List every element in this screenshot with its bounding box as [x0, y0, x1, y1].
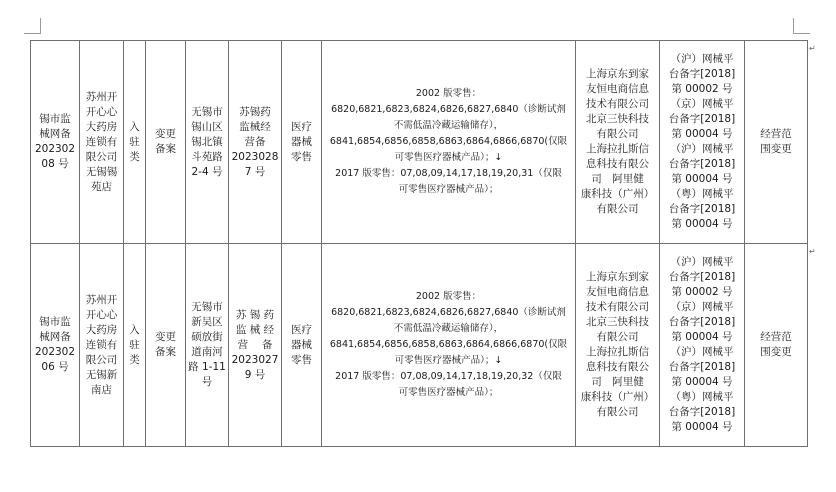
business-category-cell[interactable]: 医疗 器械 零售: [282, 244, 322, 447]
record-number-cell[interactable]: 锡市监 械网备 202302 08 号: [31, 41, 80, 244]
crop-mark-top-right-vertical: [793, 18, 794, 34]
change-type-cell[interactable]: 变更 备案: [146, 244, 186, 447]
platform-names-cell[interactable]: 上海京东到家 友恒电商信息 技术有限公司 北京三快科技 有限公司 上海拉扎斯信 息科技有限公 司 阿里健 康科技（广州） 有限公司: [576, 244, 660, 447]
remark-cell[interactable]: 经营范 围变更: [745, 244, 808, 447]
platform-records-cell[interactable]: （沪）网械平 台备字[2018] 第 00002 号 （京）网械平 台备字[2018] 第 00004 号 （沪）网械平 台备字[2018] 第 00004 号 （粤）网械平 台备字[2018] 第 00004 号: [660, 244, 745, 447]
address-cell[interactable]: 无锡市 新吴区 硕放街 道南河 路 1-11 号: [186, 244, 229, 447]
address-cell[interactable]: 无锡市 锡山区 锡北镇 斗苑路 2-4 号: [186, 41, 229, 244]
record-number-cell[interactable]: 锡市监 械网备 202302 06 号: [31, 244, 80, 447]
row-end-paragraph-mark: ↵: [809, 44, 816, 53]
company-name-cell[interactable]: 苏州开 开心心 大药房 连锁有 限公司 无锡新 南店: [80, 244, 124, 447]
crop-mark-top-left-vertical: [40, 18, 41, 34]
company-name-cell[interactable]: 苏州开 开心心 大药房 连锁有 限公司 无锡锡 苑店: [80, 41, 124, 244]
registration-table: [30, 40, 808, 447]
platform-names-cell[interactable]: 上海京东到家 友恒电商信息 技术有限公司 北京三快科技 有限公司 上海拉扎斯信 息科技有限公 司 阿里健 康科技（广州） 有限公司: [576, 41, 660, 244]
type-cell[interactable]: 入 驻 类: [124, 41, 146, 244]
change-type-cell[interactable]: 变更 备案: [146, 41, 186, 244]
row-end-paragraph-mark: ↵: [809, 247, 816, 256]
crop-mark-top-left-horizontal: [24, 33, 40, 34]
business-scope-cell[interactable]: 2002 版零售： 6820,6821,6823,6824,6826,6827,6840（诊断试剂 不需低温冷藏运输储存）， 6841,6854,6856,6858,6863,6864,6866,6870(仅限 可零售医疗器械产品）；↓ 2017 版零售：07,08,09,14,17,18,19,20,31（仅限 可零售医疗器械产品）；: [322, 41, 576, 244]
license-number-cell[interactable]: 苏锡药 监械经 营备 2023028 7 号: [229, 41, 282, 244]
platform-records-cell[interactable]: （沪）网械平 台备字[2018] 第 00002 号 （京）网械平 台备字[2018] 第 00004 号 （沪）网械平 台备字[2018] 第 00004 号 （粤）网械平 台备字[2018] 第 00004 号: [660, 41, 745, 244]
business-category-cell[interactable]: 医疗 器械 零售: [282, 41, 322, 244]
crop-mark-top-right-horizontal: [794, 33, 810, 34]
table-row: [31, 41, 808, 244]
table-row: [31, 244, 808, 447]
business-scope-cell[interactable]: 2002 版零售： 6820,6821,6823,6824,6826,6827,6840（诊断试剂 不需低温冷藏运输储存）， 6841,6854,6856,6858,6863,6864,6866,6870(仅限 可零售医疗器械产品）；↓ 2017 版零售：07,08,09,14,17,18,19,20,32（仅限 可零售医疗器械产品）；: [322, 244, 576, 447]
license-number-cell[interactable]: 苏 锡 药 监 械 经 营 备 2023027 9 号: [229, 244, 282, 447]
remark-cell[interactable]: 经营范 围变更: [745, 41, 808, 244]
type-cell[interactable]: 入 驻 类: [124, 244, 146, 447]
